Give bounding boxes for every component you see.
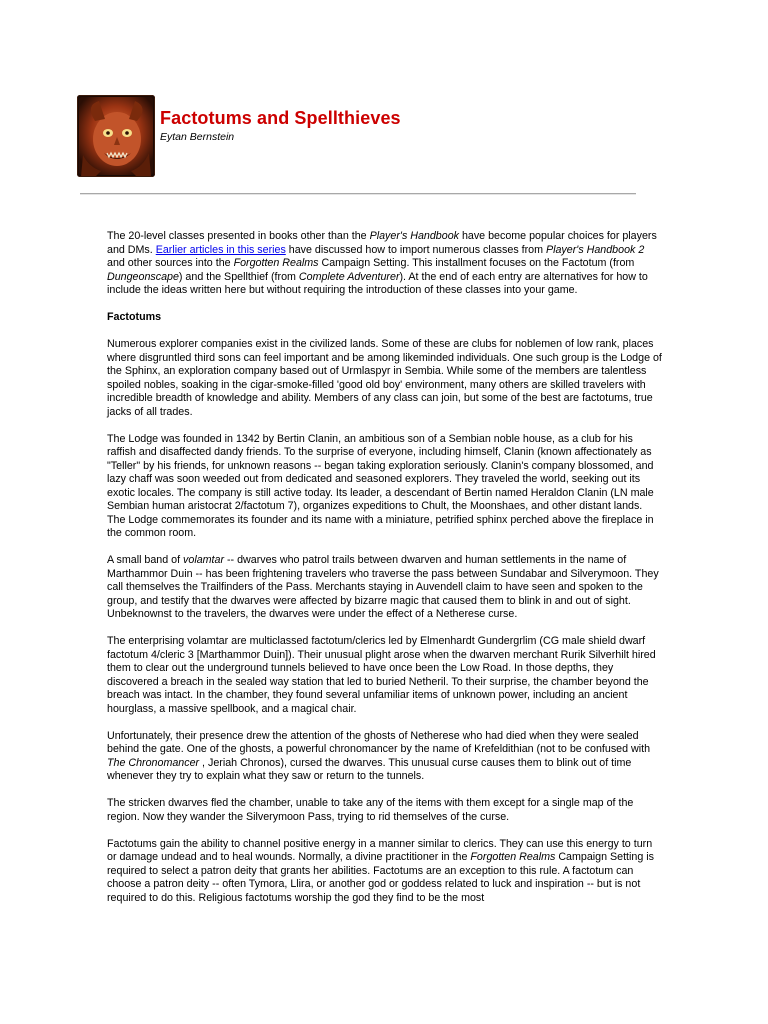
article-header	[77, 95, 677, 185]
horizontal-divider	[80, 193, 636, 195]
paragraph: The stricken dwarves fled the chamber, unable to take any of the items with them except for a single map of the region. Now they wander the Silverymoon Pass, trying to rid themselves of the curse.	[107, 797, 634, 823]
paragraph: Numerous explorer companies exist in the civilized lands. Some of these are clubs for noblemen of low rank, places where disgruntled third sons can feel important and be among likeminded individuals. One such group is the Lodge of the Sphinx, an exploration company based out of Urmlaspyr in Sembia. While some of the members are talentless spoiled nobles, soaking in the cigar-smoke-filled 'good old boy' environment, many others are skilled travelers with incredible breadth of knowledge and ability. Members of any class can join, but some of the best are factotums, true jacks of all trades.	[107, 338, 662, 418]
paragraph: Unfortunately, their presence drew the attention of the ghosts of Netherese who had died when they were sealed behind the gate. One of the ghosts, a powerful chronomancer by the name of Krefeldithian (not to be confused with The Chronomancer , Jeriah Chronos), cursed the dwarves. This unusual curse causes them to blink out of time whenever they try to explain what they saw or return to the tunnels.	[107, 729, 651, 782]
paragraph: A small band of volamtar -- dwarves who patrol trails between dwarven and human settlements in the name of Marthammor Duin -- has been frightening travelers who traverse the pass between Sundabar and Silverymoon. They call themselves the Trailfinders of the Pass. Merchants staying in Auvendell claim to have seen and spoken to the group, and testify that the dwarves were affected by bizarre magic that caused them to blink in and out of sight. Unbeknownst to the travelers, the dwarves were under the effect of a Netherese curse.	[107, 554, 659, 620]
article-author: Eytan Bernstein	[160, 131, 235, 143]
paragraph: The Lodge was founded in 1342 by Bertin Clanin, an ambitious son of a Sembian noble house, as a club for his raffish and disaffected dandy friends. To the surprise of everyone, including himself, Clanin (known affectionately as "Teller" by his friends, for unknown reasons -- began taking exploration seriously. Clanin's company blossomed, and lazy chaff was soon weeded out from dedicated and seasoned explorers. They traveled the world, seeking out its exotic locales. The company is still active today. Its leader, a descendant of Bertin named Heraldon Clanin (LN male Sembian human aristocrat 2/factotum 7), organizes expeditions to Chult, the Moonshaes, and other distant lands. The Lodge commemorates its founder and its name with a miniature, petrified sphinx perched above the fireplace in the common room.	[107, 432, 654, 539]
earlier-articles-link[interactable]: Earlier articles in this series	[155, 243, 286, 256]
article-body	[107, 230, 663, 919]
intro-paragraph: The 20-level classes presented in books other than the Player's Handbook have become popular choices for players and DMs. Earlier articles in this series have discussed how to import numerous classes from Player's Handbook 2 and other sources into the Forgotten Realms Campaign Setting. This installment focuses on the Factotum (from Dungeonscape) and the Spellthief (from Complete Adventurer). At the end of each entry are alternatives for how to include the ideas written here but without requiring the introduction of these classes into your game.	[107, 230, 657, 296]
paragraph: The enterprising volamtar are multiclassed factotum/clerics led by Elmenhardt Gundergrlim (CG male shield dwarf factotum 4/cleric 3 [Marthammor Duin]). Their unusual plight arose when the dwarven merchant Rurik Silverhilt hired them to clear out the underground tunnels believed to have once been the Low Road. In those depths, they discovered a breach in the sealed way station that led to buried Netheril. To their surprise, the chamber beyond the breach was intact. In the chamber, they found several unfamiliar items of unknown power, including an ancient hourglass, a massive spellbook, and a magical chair.	[107, 635, 656, 715]
sphinx-portrait-icon	[77, 95, 155, 177]
section-heading: Factotums	[107, 311, 162, 323]
article-title: Factotums and Spellthieves	[160, 108, 401, 128]
paragraph: Factotums gain the ability to channel positive energy in a manner similar to clerics. They can use this energy to turn or damage undead and to heal wounds. Normally, a divine practitioner in the Forgotten Realms Campaign Setting is required to select a patron deity that grants her abilities. Factotums are an exception to this rule. A factotum can choose a patron deity -- often Tymora, Llira, or another god or goddess related to luck and inspiration -- but is not required to do this. Religious factotums worship the god they find to be the most	[107, 837, 654, 904]
